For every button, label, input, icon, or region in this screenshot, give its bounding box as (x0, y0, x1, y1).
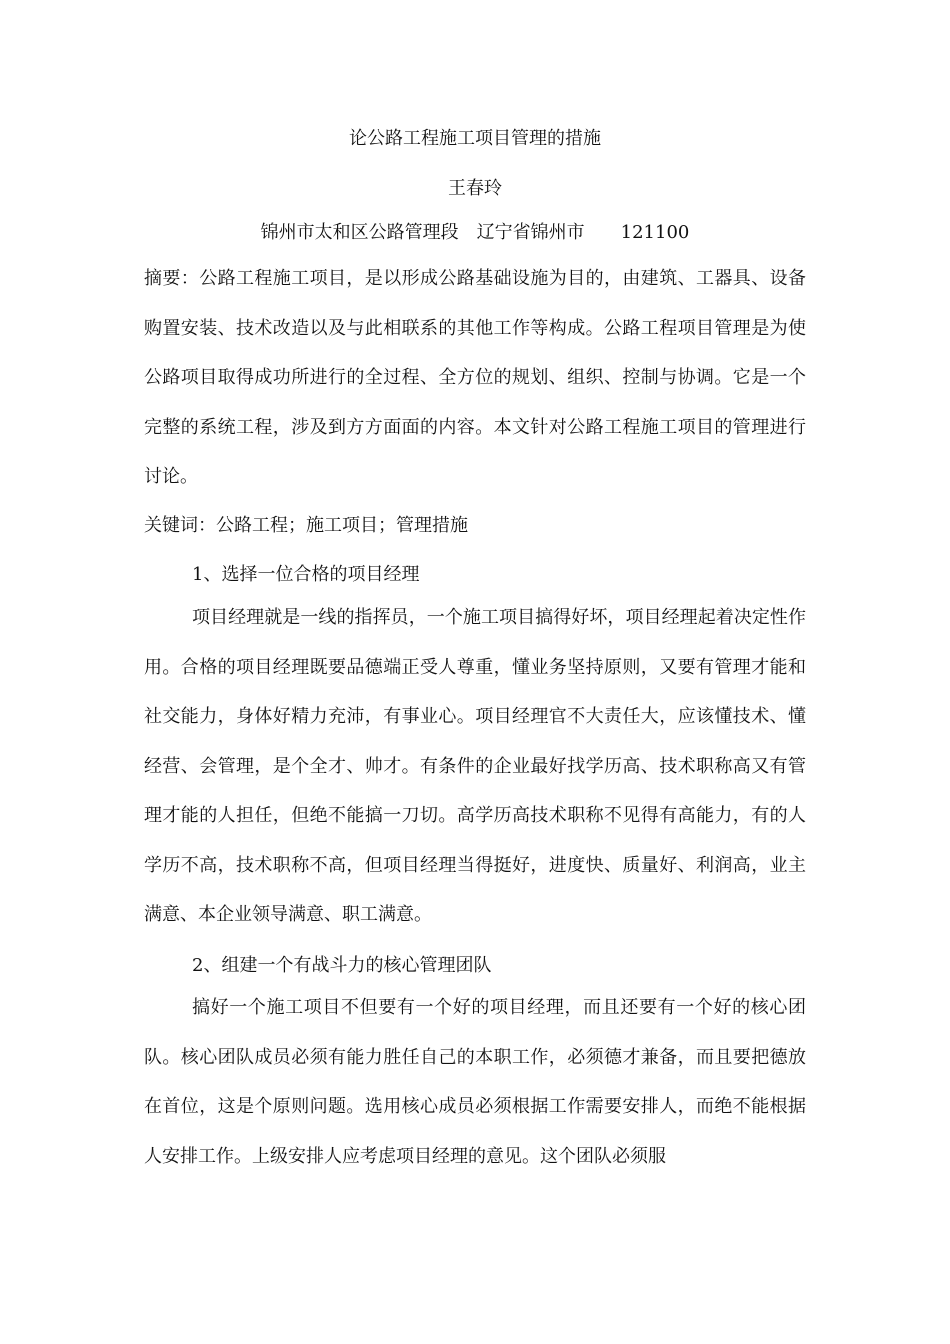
section-2-body: 搞好一个施工项目不但要有一个好的项目经理，而且还要有一个好的核心团队。核心团队成员必须有能力胜任自己的本职工作，必须德才兼备，而且要把德放在首位，这是个原则问题。选用核心成员必须根据工作需要安排人，而绝不能根据人安排工作。上级安排人应考虑项目经理的意见。这个团队必须服 (144, 997, 806, 1167)
abstract-paragraph: 摘要：公路工程施工项目，是以形成公路基础设施为目的，由建筑、工器具、设备购置安装、技术改造以及与此相联系的其他工作等构成。公路工程项目管理是为使公路项目取得成功所进行的全过程、全方位的规划、组织、控制与协调。它是一个完整的系统工程，涉及到方方面面的内容。本文针对公路工程施工项目的管理进行讨论。 (144, 268, 806, 487)
keywords-line: 关键词：公路工程；施工项目；管理措施 (144, 515, 468, 536)
section-1-body: 项目经理就是一线的指挥员，一个施工项目搞得好坏，项目经理起着决定性作用。合格的项目经理既要品德端正受人尊重，懂业务坚持原则，又要有管理才能和社交能力，身体好精力充沛，有事业心。项目经理官不大责任大，应该懂技术、懂经营、会管理，是个全才、帅才。有条件的企业最好找学历高、技术职称高又有管理才能的人担任，但绝不能搞一刀切。高学历高技术职称不见得有高能力，有的人学历不高，技术职称不高，但项目经理当得挺好，进度快、质量好、利润高，业主满意、本企业领导满意、职工满意。 (144, 607, 806, 925)
section-1-heading: 1、选择一位合格的项目经理 (192, 564, 420, 585)
author-affiliation: 锦州市太和区公路管理段 辽宁省锦州市 121100 (260, 222, 690, 243)
section-2-heading: 2、组建一个有战斗力的核心管理团队 (192, 955, 492, 976)
document-title: 论公路工程施工项目管理的措施 (349, 128, 601, 149)
author-name: 王春玲 (448, 178, 502, 199)
